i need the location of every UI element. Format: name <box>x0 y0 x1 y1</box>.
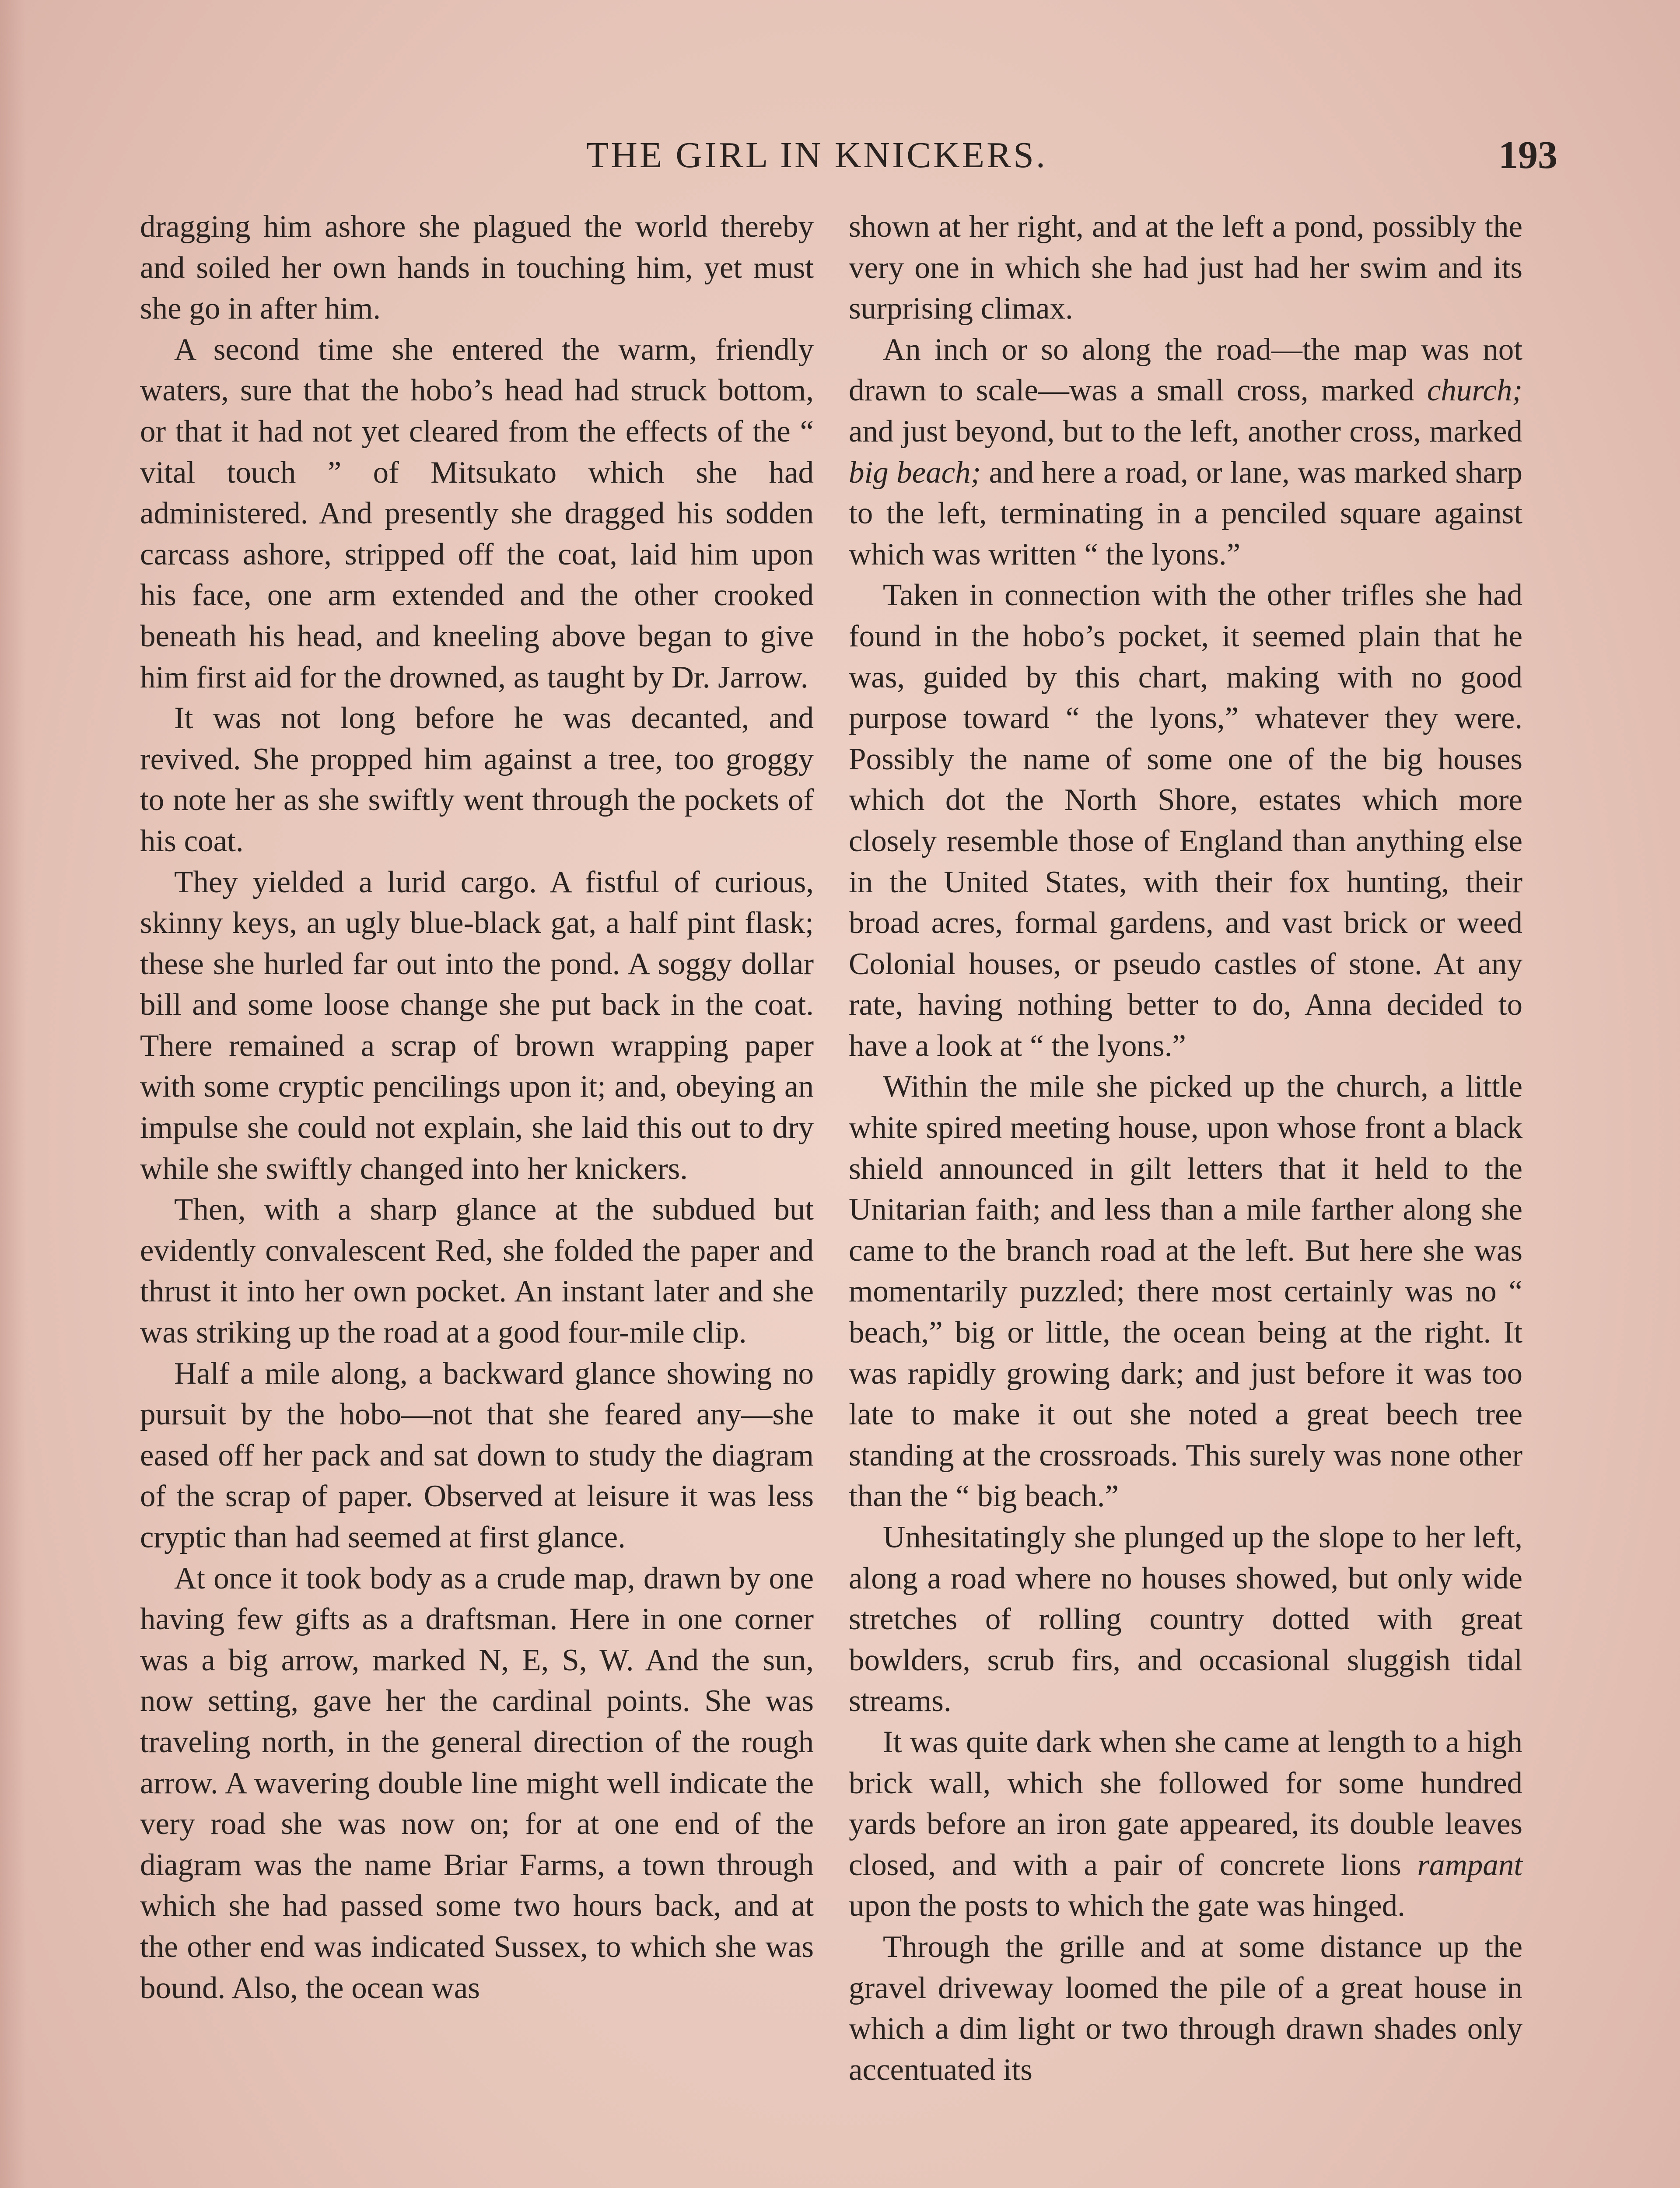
left-column <box>140 207 814 2009</box>
paragraph: shown at her right, and at the left a pond, possibly the very one in which she had just had her swim and its surprising climax. <box>849 210 1522 326</box>
paragraph-text: and here a road, or lane, was marked sharp to the left, terminating in a penciled square against which was written “ the lyons.” <box>849 455 1522 572</box>
italic-big-beach: big beach; <box>849 455 981 490</box>
paragraph: Within the mile she picked up the church, a little white spired meeting house, upon whose front a black shield announced in gilt letters that it held to the Unitarian faith; and less than a mile farther along she came to the branch road at the left. But here she was momentarily puzzled; there most certainly was no “ beach,” big or little, the ocean being at the right. It was rapidly growing dark; and just before it was too late to make it out she noted a great beech tree standing at the crossroads. This surely was none other than the “ big beach.” <box>849 1069 1522 1514</box>
paragraph: At once it took body as a crude map, drawn by one having few gifts as a draftsman. Here in one corner was a big arrow, marked N, E, S, W. And the sun, now setting, gave her the cardinal points. She was traveling north, in the general direction of the rough arrow. A wavering double line might well indicate the very road she was now on; for at one end of the diagram was the name Briar Farms, a town through which she had passed some two hours back, and at the other end was indicated Sussex, to which she was bound. Also, the ocean was <box>140 1561 814 2005</box>
paragraph: A second time she entered the warm, friendly waters, sure that the hobo’s head had struck bottom, or that it had not yet cleared from the effects of the “ vital touch ” of Mitsukato which she had administered. And presently she dragged his sodden carcass ashore, stripped off the coat, laid him upon his face, one arm extended and the other crooked beneath his head, and kneeling above began to give him first aid for the drowned, as taught by Dr. Jarrow. <box>140 332 814 694</box>
paragraph: Then, with a sharp glance at the subdued but evidently convalescent Red, she folded the paper and thrust it into her own pocket. An instant later and she was striking up the road at a good four-mile clip. <box>140 1192 814 1350</box>
paragraph: dragging him ashore she plagued the world thereby and soiled her own hands in touching him, yet must she go in after him. <box>140 210 814 326</box>
paragraph-text: upon the posts to which the gate was hinged. <box>849 1889 1405 1923</box>
running-title: THE GIRL IN KNICKERS. <box>586 135 1047 175</box>
paragraph: Through the grille and at some distance up the gravel driveway loomed the pile of a great house in which a dim light or two through drawn shades only accentuated its <box>849 1929 1522 2087</box>
italic-rampant: rampant <box>1417 1848 1522 1882</box>
paragraph <box>849 1722 1522 1927</box>
right-column <box>849 207 1522 2090</box>
paragraph-text: It was quite dark when she came at length to a high brick wall, which she followed for some hundred yards before an iron gate appeared, its double leaves closed, and with a pair of concrete lions <box>849 1725 1522 1882</box>
paragraph: Half a mile along, a backward glance showing no pursuit by the hobo—not that she feared any—she eased off her pack and sat down to study the diagram of the scrap of paper. Observed at leisure it was less cryptic than had seemed at first glance. <box>140 1356 814 1554</box>
page-number: 193 <box>1498 133 1558 177</box>
paragraph: They yielded a lurid cargo. A fistful of curious, skinny keys, an ugly blue-black gat, a half pint flask; these she hurled far out into the pond. A soggy dollar bill and some loose change she put back in the coat. There remained a scrap of brown wrapping paper with some cryptic pencilings upon it; and, obeying an impulse she could not explain, she laid this out to dry while she swiftly changed into her knickers. <box>140 865 814 1186</box>
paragraph: Unhesitatingly she plunged up the slope to her left, along a road where no houses showed, but only wide stretches of rolling country dotted with great bowlders, scrub firs, and occasional sluggish tidal streams. <box>849 1520 1522 1718</box>
italic-church: church; <box>1427 373 1522 408</box>
paragraph: Taken in connection with the other trifles she had found in the hobo’s pocket, it seemed plain that he was, guided by this chart, making with no good purpose toward “ the lyons,” whatever they were. Possibly the name of some one of the big houses which dot the North Shore, estates which more closely resemble those of England than anything else in the United States, with their fox hunting, their broad acres, formal gardens, and vast brick or weed Colonial houses, or pseudo castles of stone. At any rate, having nothing better to do, Anna decided to have a look at “ the lyons.” <box>849 578 1522 1063</box>
page-header <box>144 131 1558 179</box>
paragraph-text: and just beyond, but to the left, another cross, marked <box>849 414 1522 449</box>
paragraph <box>849 330 1522 575</box>
paragraph: It was not long before he was decanted, and revived. She propped him against a tree, too groggy to note her as she swiftly went through the pockets of his coat. <box>140 701 814 858</box>
spine-shadow <box>0 0 26 2188</box>
paragraph-text: An inch or so along the road—the map was not drawn to scale—was a small cross, marked <box>849 332 1522 408</box>
